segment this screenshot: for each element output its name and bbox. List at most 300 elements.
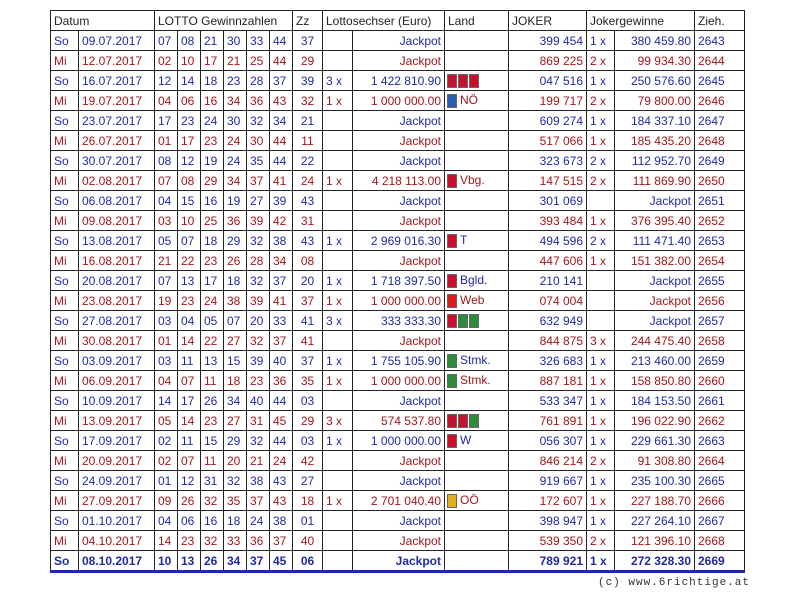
draw-number-cell: 2650	[695, 171, 745, 191]
lotto-number-cell: 15	[224, 351, 247, 371]
sechser-amount-cell: Jackpot	[353, 131, 445, 151]
weekday-cell: Mi	[51, 51, 79, 71]
weekday-cell: So	[51, 151, 79, 171]
lotto-number-cell: 20	[224, 451, 247, 471]
table-row	[51, 311, 745, 331]
lotto-number-cell: 03	[155, 311, 178, 331]
lotto-number-cell: 23	[201, 251, 224, 271]
lotto-number-cell: 23	[201, 411, 224, 431]
sechser-amount-cell: Jackpot	[353, 471, 445, 491]
sechser-amount-cell: 574 537.80	[353, 411, 445, 431]
copyright-text: (c) www.6richtige.at	[597, 577, 750, 589]
land-cell	[445, 71, 509, 91]
coat-of-arms-icon	[469, 74, 479, 88]
lotto-number-cell: 30	[224, 31, 247, 51]
lotto-number-cell: 32	[201, 491, 224, 511]
joker-count-cell: 1 x	[587, 471, 615, 491]
weekday-cell: So	[51, 271, 79, 291]
draw-number-cell: 2649	[695, 151, 745, 171]
sechser-count-cell	[323, 31, 353, 51]
lotto-number-cell: 23	[224, 71, 247, 91]
zusatzzahl-cell: 29	[293, 51, 323, 71]
lotto-number-cell: 34	[224, 551, 247, 572]
zusatzzahl-cell: 20	[293, 271, 323, 291]
zusatzzahl-cell: 32	[293, 91, 323, 111]
joker-number-cell: 632 949	[509, 311, 587, 331]
date-cell: 04.10.2017	[79, 531, 155, 551]
coat-of-arms-icon	[447, 314, 457, 328]
joker-amount-cell: 244 475.40	[615, 331, 695, 351]
zusatzzahl-cell: 40	[293, 531, 323, 551]
lotto-number-cell: 41	[270, 171, 293, 191]
weekday-cell: So	[51, 71, 79, 91]
table-row	[51, 231, 745, 251]
joker-count-cell: 1 x	[587, 491, 615, 511]
lotto-number-cell: 25	[201, 211, 224, 231]
date-cell: 27.09.2017	[79, 491, 155, 511]
table-row	[51, 331, 745, 351]
draw-number-cell: 2643	[695, 31, 745, 51]
draw-number-cell: 2645	[695, 71, 745, 91]
date-cell: 08.10.2017	[79, 551, 155, 572]
joker-count-cell: 1 x	[587, 71, 615, 91]
lotto-number-cell: 12	[155, 71, 178, 91]
lotto-number-cell: 17	[178, 131, 201, 151]
sechser-count-cell: 1 x	[323, 231, 353, 251]
lotto-number-cell: 28	[247, 251, 270, 271]
lotto-number-cell: 24	[201, 111, 224, 131]
lotto-number-cell: 12	[178, 471, 201, 491]
lotto-number-cell: 01	[155, 131, 178, 151]
lotto-number-cell: 17	[178, 391, 201, 411]
zusatzzahl-cell: 27	[293, 471, 323, 491]
lotto-number-cell: 36	[224, 211, 247, 231]
sechser-amount-cell: Jackpot	[353, 331, 445, 351]
sechser-count-cell	[323, 451, 353, 471]
zusatzzahl-cell: 41	[293, 331, 323, 351]
header-lotto: LOTTO Gewinnzahlen	[155, 11, 293, 31]
draw-number-cell: 2666	[695, 491, 745, 511]
lotto-number-cell: 16	[201, 91, 224, 111]
sechser-count-cell	[323, 211, 353, 231]
weekday-cell: So	[51, 511, 79, 531]
draw-number-cell: 2644	[695, 51, 745, 71]
lotto-number-cell: 43	[270, 491, 293, 511]
lotto-number-cell: 04	[155, 371, 178, 391]
table-row	[51, 551, 745, 572]
lotto-number-cell: 39	[270, 191, 293, 211]
land-cell	[445, 291, 509, 311]
table-row	[51, 71, 745, 91]
joker-amount-cell: 250 576.60	[615, 71, 695, 91]
joker-amount-cell: 112 952.70	[615, 151, 695, 171]
land-cell	[445, 271, 509, 291]
zusatzzahl-cell: 37	[293, 291, 323, 311]
lotto-number-cell: 23	[178, 531, 201, 551]
lotto-number-cell: 04	[178, 311, 201, 331]
land-cell	[445, 331, 509, 351]
joker-number-cell: 326 683	[509, 351, 587, 371]
lotto-number-cell: 34	[270, 111, 293, 131]
table-row	[51, 51, 745, 71]
lotto-number-cell: 11	[201, 451, 224, 471]
joker-amount-cell: 158 850.80	[615, 371, 695, 391]
joker-amount-cell: 121 396.10	[615, 531, 695, 551]
lotto-number-cell: 32	[247, 111, 270, 131]
joker-number-cell: 399 454	[509, 31, 587, 51]
joker-amount-cell: Jackpot	[615, 291, 695, 311]
land-cell	[445, 191, 509, 211]
joker-count-cell: 2 x	[587, 91, 615, 111]
draw-number-cell: 2652	[695, 211, 745, 231]
lotto-number-cell: 10	[178, 51, 201, 71]
lotto-number-cell: 04	[155, 191, 178, 211]
lotto-number-cell: 15	[201, 431, 224, 451]
draw-number-cell: 2660	[695, 371, 745, 391]
lotto-number-cell: 10	[178, 211, 201, 231]
lotto-number-cell: 01	[155, 331, 178, 351]
joker-count-cell: 1 x	[587, 511, 615, 531]
zusatzzahl-cell: 18	[293, 491, 323, 511]
sechser-amount-cell: Jackpot	[353, 531, 445, 551]
joker-number-cell: 056 307	[509, 431, 587, 451]
lotto-number-cell: 36	[270, 371, 293, 391]
lotto-number-cell: 26	[201, 551, 224, 572]
sechser-count-cell: 3 x	[323, 411, 353, 431]
joker-count-cell: 1 x	[587, 211, 615, 231]
sechser-amount-cell: Jackpot	[353, 51, 445, 71]
land-cell	[445, 491, 509, 511]
lotto-number-cell: 32	[247, 271, 270, 291]
sechser-count-cell	[323, 531, 353, 551]
weekday-cell: So	[51, 31, 79, 51]
lotto-number-cell: 07	[224, 311, 247, 331]
joker-number-cell: 047 516	[509, 71, 587, 91]
coat-of-arms-icon	[447, 94, 457, 108]
sechser-count-cell	[323, 511, 353, 531]
joker-amount-cell: Jackpot	[615, 311, 695, 331]
table-row	[51, 511, 745, 531]
date-cell: 02.08.2017	[79, 171, 155, 191]
date-cell: 23.07.2017	[79, 111, 155, 131]
table-row	[51, 531, 745, 551]
lotto-number-cell: 38	[270, 511, 293, 531]
sechser-amount-cell: Jackpot	[353, 391, 445, 411]
sechser-count-cell: 1 x	[323, 371, 353, 391]
lotto-number-cell: 45	[270, 551, 293, 572]
sechser-amount-cell: 1 000 000.00	[353, 91, 445, 111]
land-cell	[445, 551, 509, 572]
lotto-number-cell: 18	[224, 511, 247, 531]
joker-count-cell: 1 x	[587, 31, 615, 51]
land-cell	[445, 151, 509, 171]
lotto-number-cell: 21	[201, 31, 224, 51]
lotto-number-cell: 07	[178, 371, 201, 391]
joker-amount-cell: 91 308.80	[615, 451, 695, 471]
lotto-results-table	[50, 10, 745, 573]
date-cell: 09.08.2017	[79, 211, 155, 231]
land-cell	[445, 51, 509, 71]
land-label: Stmk.	[460, 373, 491, 388]
draw-number-cell: 2646	[695, 91, 745, 111]
sechser-amount-cell: Jackpot	[353, 551, 445, 572]
draw-number-cell: 2669	[695, 551, 745, 572]
sechser-amount-cell: Jackpot	[353, 191, 445, 211]
sechser-amount-cell: Jackpot	[353, 451, 445, 471]
joker-number-cell: 846 214	[509, 451, 587, 471]
header-datum: Datum	[51, 11, 155, 31]
lotto-number-cell: 11	[178, 351, 201, 371]
joker-number-cell: 533 347	[509, 391, 587, 411]
zusatzzahl-cell: 41	[293, 311, 323, 331]
coat-of-arms-icon	[447, 234, 457, 248]
date-cell: 26.07.2017	[79, 131, 155, 151]
lotto-number-cell: 18	[201, 71, 224, 91]
lotto-number-cell: 44	[270, 131, 293, 151]
date-cell: 06.08.2017	[79, 191, 155, 211]
table-row	[51, 351, 745, 371]
lotto-number-cell: 33	[247, 31, 270, 51]
sechser-amount-cell: 1 000 000.00	[353, 431, 445, 451]
joker-count-cell: 1 x	[587, 251, 615, 271]
land-label: Vbg.	[460, 173, 485, 188]
lotto-number-cell: 37	[270, 531, 293, 551]
joker-amount-cell: 196 022.90	[615, 411, 695, 431]
lotto-number-cell: 03	[155, 351, 178, 371]
joker-amount-cell: 185 435.20	[615, 131, 695, 151]
lotto-number-cell: 06	[178, 91, 201, 111]
lotto-number-cell: 37	[247, 551, 270, 572]
lotto-number-cell: 20	[247, 311, 270, 331]
lotto-number-cell: 05	[155, 231, 178, 251]
sechser-amount-cell: 1 000 000.00	[353, 291, 445, 311]
table-row	[51, 111, 745, 131]
joker-number-cell: 447 606	[509, 251, 587, 271]
land-cell	[445, 251, 509, 271]
zusatzzahl-cell: 39	[293, 71, 323, 91]
lotto-number-cell: 32	[247, 231, 270, 251]
lotto-number-cell: 19	[155, 291, 178, 311]
lotto-number-cell: 31	[201, 471, 224, 491]
lotto-number-cell: 37	[270, 331, 293, 351]
draw-number-cell: 2657	[695, 311, 745, 331]
lotto-number-cell: 14	[178, 71, 201, 91]
date-cell: 10.09.2017	[79, 391, 155, 411]
table-row	[51, 171, 745, 191]
lotto-number-cell: 11	[178, 431, 201, 451]
sechser-count-cell	[323, 391, 353, 411]
joker-count-cell: 1 x	[587, 431, 615, 451]
date-cell: 13.09.2017	[79, 411, 155, 431]
joker-amount-cell: 184 153.50	[615, 391, 695, 411]
coat-of-arms-icon	[447, 74, 457, 88]
sechser-count-cell: 1 x	[323, 291, 353, 311]
lotto-number-cell: 05	[155, 411, 178, 431]
lotto-number-cell: 34	[224, 91, 247, 111]
date-cell: 27.08.2017	[79, 311, 155, 331]
zusatzzahl-cell: 43	[293, 191, 323, 211]
joker-number-cell: 844 875	[509, 331, 587, 351]
lotto-number-cell: 31	[247, 411, 270, 431]
lotto-number-cell: 39	[247, 291, 270, 311]
table-row	[51, 491, 745, 511]
date-cell: 20.08.2017	[79, 271, 155, 291]
lotto-number-cell: 17	[155, 111, 178, 131]
joker-number-cell: 323 673	[509, 151, 587, 171]
draw-number-cell: 2653	[695, 231, 745, 251]
draw-number-cell: 2663	[695, 431, 745, 451]
coat-of-arms-icon	[447, 174, 457, 188]
joker-count-cell	[587, 271, 615, 291]
joker-number-cell: 919 667	[509, 471, 587, 491]
land-label: T	[460, 233, 468, 248]
joker-count-cell: 3 x	[587, 331, 615, 351]
lotto-number-cell: 07	[155, 271, 178, 291]
lotto-number-cell: 38	[247, 471, 270, 491]
joker-count-cell	[587, 311, 615, 331]
header-row	[51, 11, 745, 31]
table-row	[51, 431, 745, 451]
sechser-amount-cell: 4 218 113.00	[353, 171, 445, 191]
lotto-number-cell: 34	[224, 391, 247, 411]
header-jokergewinne: Jokergewinne	[587, 11, 695, 31]
lotto-number-cell: 32	[201, 531, 224, 551]
draw-number-cell: 2665	[695, 471, 745, 491]
coat-of-arms-icon	[447, 274, 457, 288]
lotto-number-cell: 14	[178, 331, 201, 351]
lotto-number-cell: 43	[270, 91, 293, 111]
coat-of-arms-icon	[458, 74, 468, 88]
table-row	[51, 391, 745, 411]
date-cell: 06.09.2017	[79, 371, 155, 391]
zusatzzahl-cell: 21	[293, 111, 323, 131]
date-cell: 30.08.2017	[79, 331, 155, 351]
lotto-number-cell: 40	[247, 391, 270, 411]
lotto-number-cell: 14	[155, 391, 178, 411]
sechser-count-cell	[323, 151, 353, 171]
zusatzzahl-cell: 08	[293, 251, 323, 271]
coat-of-arms-icon	[447, 294, 457, 308]
zusatzzahl-cell: 11	[293, 131, 323, 151]
sechser-count-cell	[323, 551, 353, 572]
joker-count-cell: 1 x	[587, 371, 615, 391]
lotto-number-cell: 26	[224, 251, 247, 271]
land-cell	[445, 111, 509, 131]
date-cell: 17.09.2017	[79, 431, 155, 451]
draw-number-cell: 2668	[695, 531, 745, 551]
lotto-number-cell: 32	[247, 431, 270, 451]
weekday-cell: Mi	[51, 171, 79, 191]
joker-number-cell: 172 607	[509, 491, 587, 511]
land-cell	[445, 311, 509, 331]
date-cell: 13.08.2017	[79, 231, 155, 251]
land-cell	[445, 351, 509, 371]
weekday-cell: Mi	[51, 491, 79, 511]
lotto-number-cell: 44	[270, 391, 293, 411]
joker-number-cell: 789 921	[509, 551, 587, 572]
sechser-count-cell: 3 x	[323, 311, 353, 331]
sechser-count-cell: 1 x	[323, 271, 353, 291]
zusatzzahl-cell: 35	[293, 371, 323, 391]
joker-number-cell: 761 891	[509, 411, 587, 431]
sechser-count-cell: 3 x	[323, 71, 353, 91]
lotto-number-cell: 37	[247, 491, 270, 511]
table-row	[51, 91, 745, 111]
sechser-amount-cell: 1 422 810.90	[353, 71, 445, 91]
lotto-number-cell: 13	[178, 551, 201, 572]
land-cell	[445, 431, 509, 451]
sechser-amount-cell: Jackpot	[353, 151, 445, 171]
lotto-number-cell: 13	[178, 271, 201, 291]
joker-count-cell: 2 x	[587, 231, 615, 251]
joker-count-cell: 1 x	[587, 351, 615, 371]
lotto-number-cell: 16	[201, 191, 224, 211]
coat-of-arms-icon	[447, 494, 457, 508]
lotto-number-cell: 24	[224, 151, 247, 171]
weekday-cell: So	[51, 231, 79, 251]
joker-count-cell: 2 x	[587, 171, 615, 191]
land-cell	[445, 231, 509, 251]
joker-amount-cell: 235 100.30	[615, 471, 695, 491]
lotto-number-cell: 25	[247, 51, 270, 71]
sechser-amount-cell: 2 969 016.30	[353, 231, 445, 251]
draw-number-cell: 2659	[695, 351, 745, 371]
lotto-number-cell: 33	[224, 531, 247, 551]
land-label: Web	[460, 293, 485, 308]
table-row	[51, 271, 745, 291]
land-cell	[445, 371, 509, 391]
joker-count-cell: 2 x	[587, 531, 615, 551]
lotto-number-cell: 44	[270, 51, 293, 71]
zusatzzahl-cell: 42	[293, 451, 323, 471]
lotto-number-cell: 04	[155, 511, 178, 531]
coat-of-arms-icon	[447, 374, 457, 388]
sechser-count-cell	[323, 251, 353, 271]
land-cell	[445, 451, 509, 471]
joker-number-cell: 393 484	[509, 211, 587, 231]
lotto-number-cell: 29	[201, 171, 224, 191]
lotto-number-cell: 08	[155, 151, 178, 171]
draw-number-cell: 2661	[695, 391, 745, 411]
weekday-cell: So	[51, 551, 79, 572]
table-row	[51, 251, 745, 271]
lotto-number-cell: 11	[201, 371, 224, 391]
joker-amount-cell: 229 661.30	[615, 431, 695, 451]
weekday-cell: Mi	[51, 251, 79, 271]
draw-number-cell: 2667	[695, 511, 745, 531]
joker-amount-cell: 184 337.10	[615, 111, 695, 131]
lotto-number-cell: 43	[270, 471, 293, 491]
weekday-cell: Mi	[51, 211, 79, 231]
lotto-number-cell: 35	[224, 491, 247, 511]
weekday-cell: So	[51, 351, 79, 371]
draw-number-cell: 2658	[695, 331, 745, 351]
lotto-number-cell: 29	[224, 231, 247, 251]
coat-of-arms-icon	[469, 314, 479, 328]
table-row	[51, 211, 745, 231]
lotto-number-cell: 23	[178, 291, 201, 311]
lotto-number-cell: 07	[178, 231, 201, 251]
coat-of-arms-icon	[447, 414, 457, 428]
zusatzzahl-cell: 03	[293, 431, 323, 451]
weekday-cell: Mi	[51, 531, 79, 551]
joker-amount-cell: 111 869.90	[615, 171, 695, 191]
lotto-number-cell: 22	[201, 331, 224, 351]
draw-number-cell: 2664	[695, 451, 745, 471]
joker-number-cell: 869 225	[509, 51, 587, 71]
lotto-number-cell: 37	[270, 71, 293, 91]
lotto-number-cell: 32	[247, 331, 270, 351]
